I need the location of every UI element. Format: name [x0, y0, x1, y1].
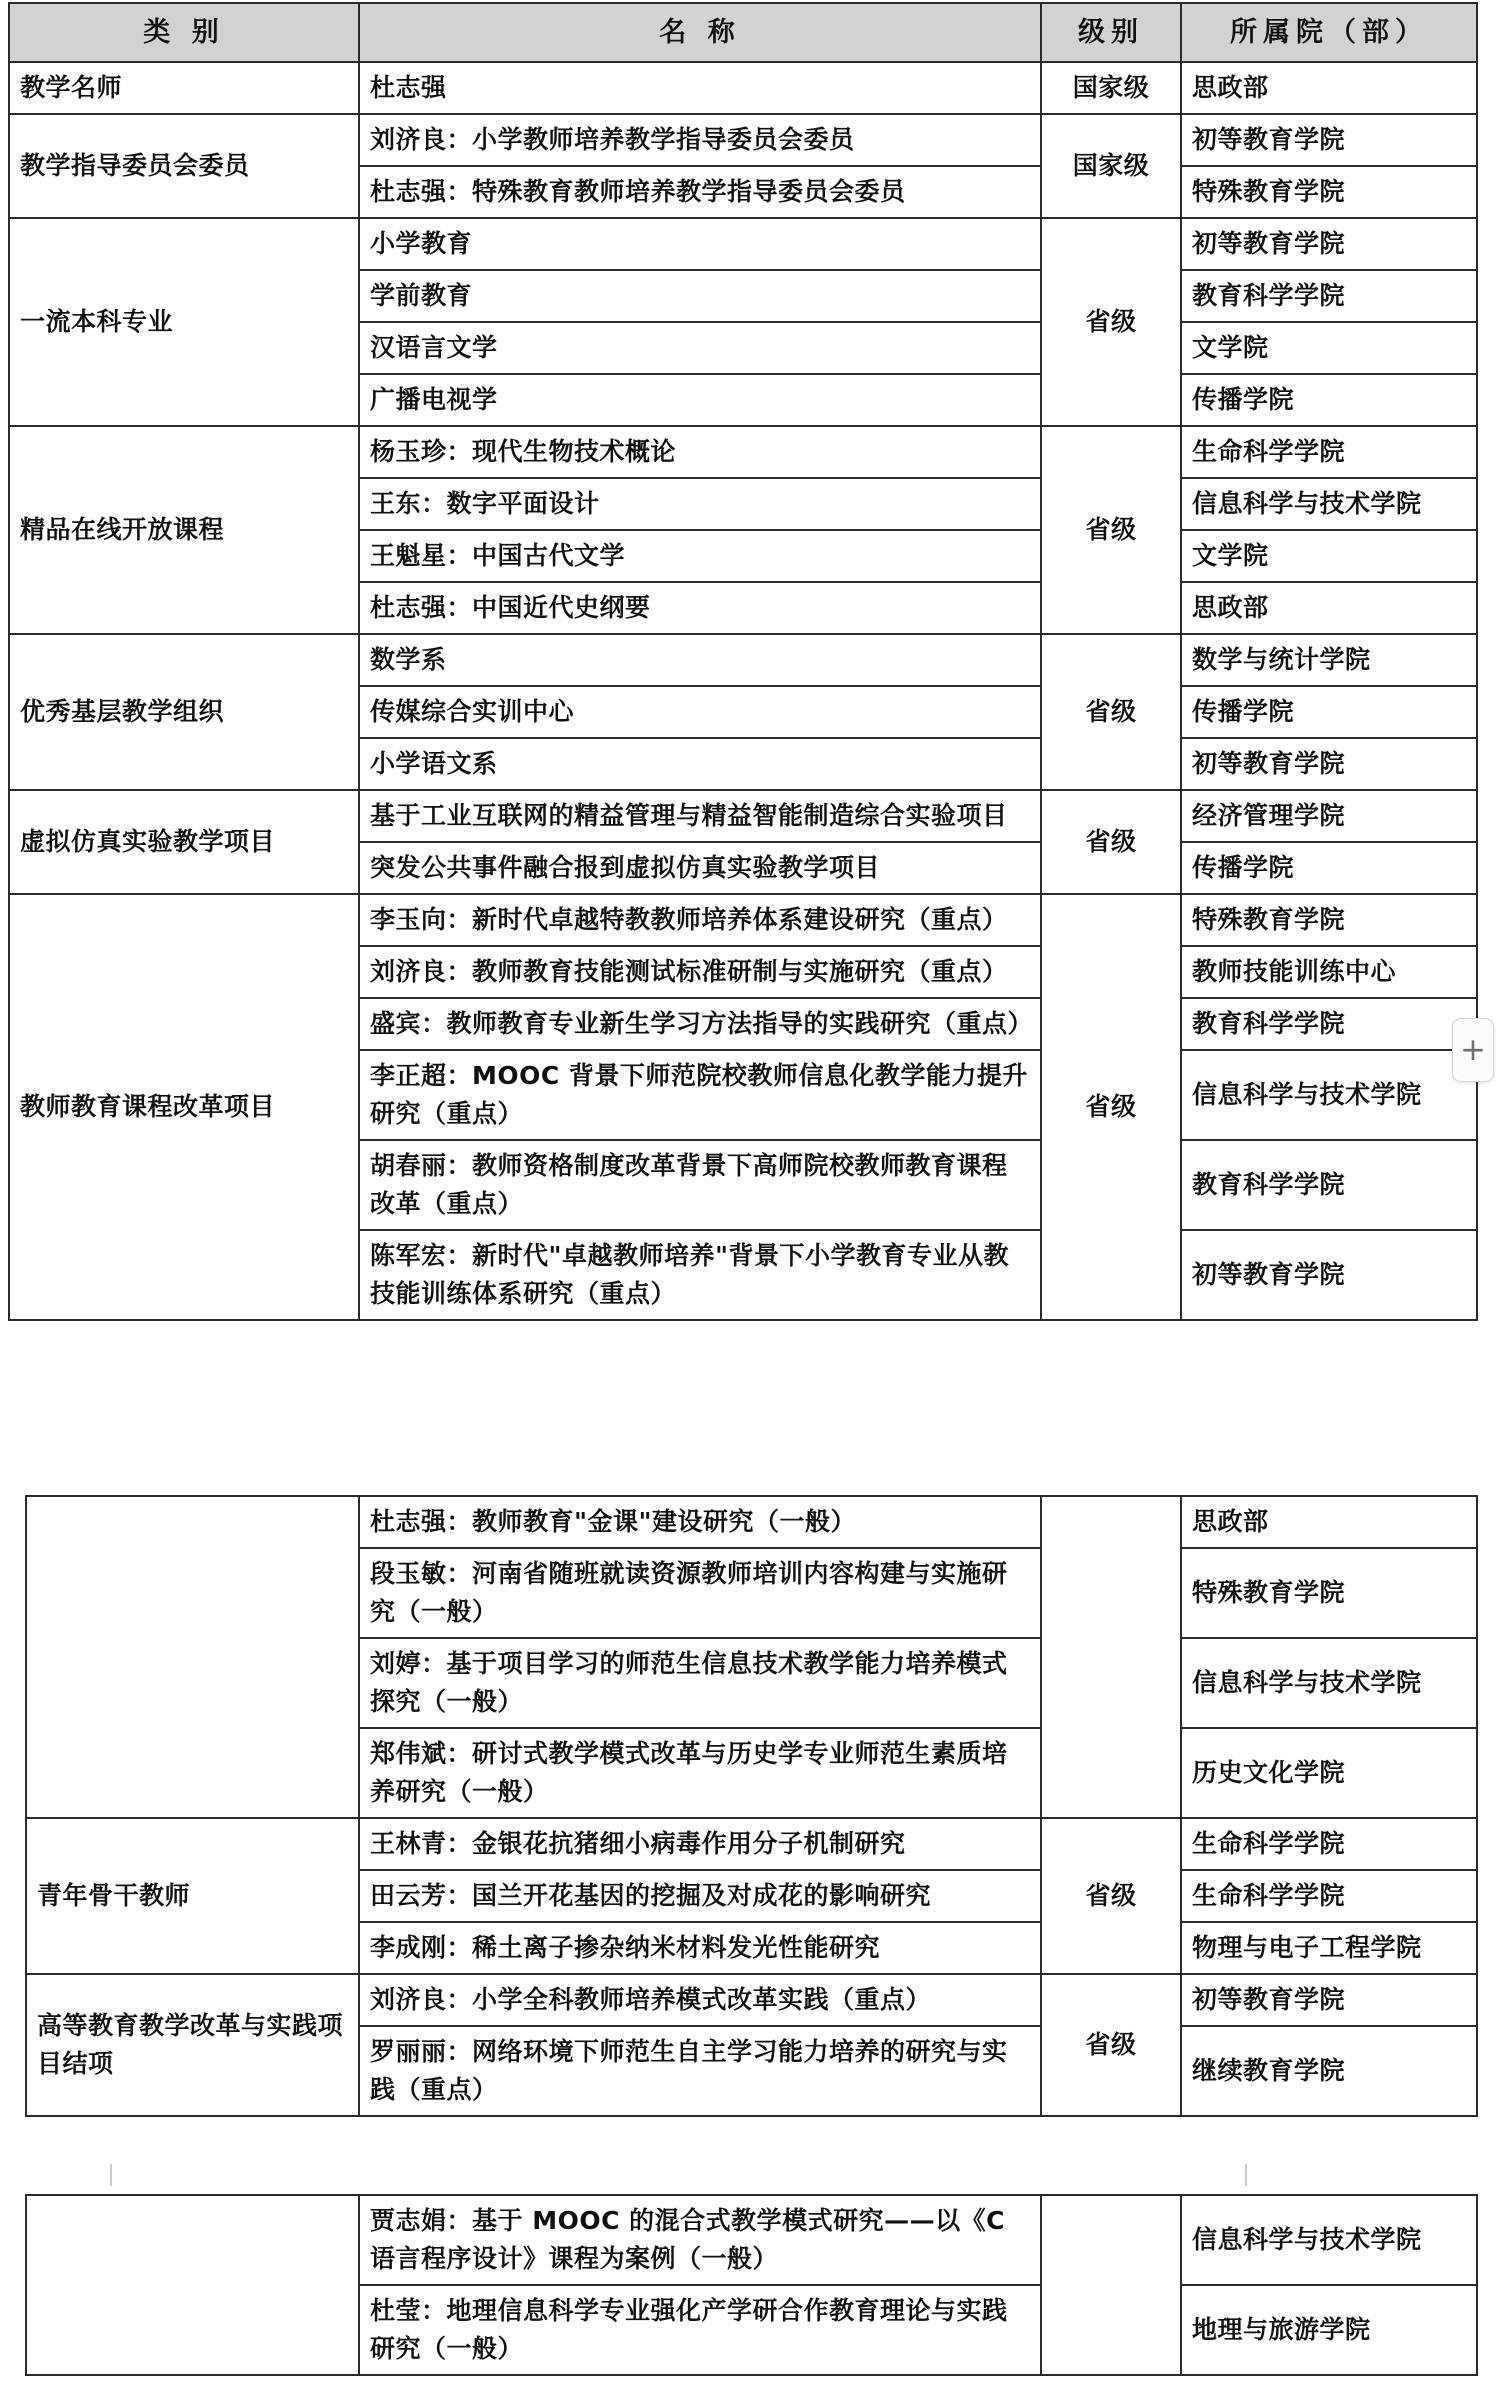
- cell-name: 广播电视学: [359, 374, 1041, 426]
- cell-level: 省级: [1041, 1974, 1181, 2116]
- column-header-name: 名 称: [359, 3, 1041, 62]
- cell-name: 贾志娟：基于 MOOC 的混合式教学模式研究——以《C 语言程序设计》课程为案例（一般）: [359, 2195, 1041, 2285]
- cell-name: 突发公共事件融合报到虚拟仿真实验教学项目: [359, 842, 1041, 894]
- cell-category: 青年骨干教师: [26, 1818, 359, 1974]
- cell-name: 王林青：金银花抗猪细小病毒作用分子机制研究: [359, 1818, 1041, 1870]
- cell-college: 物理与电子工程学院: [1181, 1922, 1477, 1974]
- column-header-category: 类 别: [9, 3, 359, 62]
- achievements-table-part3: [25, 2194, 1478, 2376]
- cell-college: 教育科学学院: [1181, 1140, 1477, 1230]
- cell-college: 传播学院: [1181, 374, 1477, 426]
- cell-name: 李玉向：新时代卓越特教教师培养体系建设研究（重点）: [359, 894, 1041, 946]
- cell-college: 地理与旅游学院: [1181, 2285, 1477, 2375]
- cell-category: [26, 2195, 359, 2375]
- cell-category: 高等教育教学改革与实践项目结项: [26, 1974, 359, 2116]
- cell-college: 教师技能训练中心: [1181, 946, 1477, 998]
- cell-college: 文学院: [1181, 530, 1477, 582]
- table-row: [26, 1818, 1477, 1870]
- cell-name: 郑伟斌：研讨式教学模式改革与历史学专业师范生素质培养研究（一般）: [359, 1728, 1041, 1818]
- cell-category: [26, 1496, 359, 1818]
- add-row-floating-button[interactable]: [1452, 1018, 1494, 1082]
- cell-name: 杜志强：中国近代史纲要: [359, 582, 1041, 634]
- column-header-college: 所属院（部）: [1181, 3, 1477, 62]
- cell-college: 思政部: [1181, 1496, 1477, 1548]
- cell-category: 教学指导委员会委员: [9, 114, 359, 218]
- cell-college: 信息科学与技术学院: [1181, 1050, 1477, 1140]
- cell-level: 省级: [1041, 218, 1181, 426]
- cell-name: 杜志强: [359, 62, 1041, 114]
- cell-name: 刘济良：小学教师培养教学指导委员会委员: [359, 114, 1041, 166]
- cell-name: 刘济良：教师教育技能测试标准研制与实施研究（重点）: [359, 946, 1041, 998]
- cell-category: 精品在线开放课程: [9, 426, 359, 634]
- cell-name: 基于工业互联网的精益管理与精益智能制造综合实验项目: [359, 790, 1041, 842]
- cell-college: 初等教育学院: [1181, 738, 1477, 790]
- cell-level: 国家级: [1041, 62, 1181, 114]
- cell-level: 省级: [1041, 634, 1181, 790]
- cell-college: 文学院: [1181, 322, 1477, 374]
- table-row: [26, 1496, 1477, 1548]
- table-header-row: [9, 3, 1477, 62]
- cell-college: 思政部: [1181, 582, 1477, 634]
- table-row: [9, 790, 1477, 842]
- cell-college: 初等教育学院: [1181, 1230, 1477, 1320]
- cell-category: 优秀基层教学组织: [9, 634, 359, 790]
- cell-college: 信息科学与技术学院: [1181, 2195, 1477, 2285]
- cell-college: 特殊教育学院: [1181, 1548, 1477, 1638]
- achievements-table-part1: [8, 2, 1478, 1321]
- cell-name: 杜莹：地理信息科学专业强化产学研合作教育理论与实践研究（一般）: [359, 2285, 1041, 2375]
- cell-name: 汉语言文学: [359, 322, 1041, 374]
- cell-name: 刘婷：基于项目学习的师范生信息技术教学能力培养模式探究（一般）: [359, 1638, 1041, 1728]
- table-row: [9, 218, 1477, 270]
- cell-college: 特殊教育学院: [1181, 894, 1477, 946]
- table-row: [9, 426, 1477, 478]
- cell-level: 省级: [1041, 790, 1181, 894]
- cell-college: 生命科学学院: [1181, 426, 1477, 478]
- cell-name: 杨玉珍：现代生物技术概论: [359, 426, 1041, 478]
- cell-name: 刘济良：小学全科教师培养模式改革实践（重点）: [359, 1974, 1041, 2026]
- cell-category: 虚拟仿真实验教学项目: [9, 790, 359, 894]
- cell-category: 教学名师: [9, 62, 359, 114]
- table-row: [9, 634, 1477, 686]
- cell-college: 教育科学学院: [1181, 270, 1477, 322]
- column-header-level: 级别: [1041, 3, 1181, 62]
- cell-college: 经济管理学院: [1181, 790, 1477, 842]
- cell-college: 传播学院: [1181, 842, 1477, 894]
- cell-name: 学前教育: [359, 270, 1041, 322]
- cell-college: 教育科学学院: [1181, 998, 1477, 1050]
- cell-name: 杜志强：特殊教育教师培养教学指导委员会委员: [359, 166, 1041, 218]
- cell-name: 段玉敏：河南省随班就读资源教师培训内容构建与实施研究（一般）: [359, 1548, 1041, 1638]
- table-row: [26, 2195, 1477, 2285]
- cell-category: 一流本科专业: [9, 218, 359, 426]
- cell-category: 教师教育课程改革项目: [9, 894, 359, 1320]
- plus-icon: +: [1460, 1031, 1486, 1068]
- cell-college: 信息科学与技术学院: [1181, 478, 1477, 530]
- cell-name: 盛宾：教师教育专业新生学习方法指导的实践研究（重点）: [359, 998, 1041, 1050]
- cell-college: 生命科学学院: [1181, 1870, 1477, 1922]
- cell-level: 省级: [1041, 1818, 1181, 1974]
- cell-name: 罗丽丽：网络环境下师范生自主学习能力培养的研究与实践（重点）: [359, 2026, 1041, 2116]
- cell-level: [1041, 2195, 1181, 2375]
- page-break-separator: [0, 2160, 1500, 2190]
- table-row: [9, 894, 1477, 946]
- cell-name: 田云芳：国兰开花基因的挖掘及对成花的影响研究: [359, 1870, 1041, 1922]
- cell-level: 省级: [1041, 894, 1181, 1320]
- cell-college: 数学与统计学院: [1181, 634, 1477, 686]
- cell-name: 小学语文系: [359, 738, 1041, 790]
- cell-name: 传媒综合实训中心: [359, 686, 1041, 738]
- cell-name: 王魁星：中国古代文学: [359, 530, 1041, 582]
- cell-college: 初等教育学院: [1181, 218, 1477, 270]
- cell-college: 特殊教育学院: [1181, 166, 1477, 218]
- cell-college: 历史文化学院: [1181, 1728, 1477, 1818]
- cell-level: 国家级: [1041, 114, 1181, 218]
- cell-level: [1041, 1496, 1181, 1818]
- cell-name: 李正超：MOOC 背景下师范院校教师信息化教学能力提升研究（重点）: [359, 1050, 1041, 1140]
- cell-name: 小学教育: [359, 218, 1041, 270]
- cell-name: 王东：数字平面设计: [359, 478, 1041, 530]
- cell-college: 初等教育学院: [1181, 114, 1477, 166]
- cell-college: 初等教育学院: [1181, 1974, 1477, 2026]
- cell-name: 胡春丽：教师资格制度改革背景下高师院校教师教育课程改革（重点）: [359, 1140, 1041, 1230]
- achievements-table-part2: [25, 1495, 1478, 2117]
- cell-level: 省级: [1041, 426, 1181, 634]
- cell-college: 继续教育学院: [1181, 2026, 1477, 2116]
- cell-college: 生命科学学院: [1181, 1818, 1477, 1870]
- cell-college: 传播学院: [1181, 686, 1477, 738]
- cell-name: 数学系: [359, 634, 1041, 686]
- cell-college: 思政部: [1181, 62, 1477, 114]
- cell-college: 信息科学与技术学院: [1181, 1638, 1477, 1728]
- cell-name: 陈军宏：新时代"卓越教师培养"背景下小学教育专业从教技能训练体系研究（重点）: [359, 1230, 1041, 1320]
- table-row: [9, 114, 1477, 166]
- table-row: [9, 62, 1477, 114]
- cell-name: 李成刚：稀土离子掺杂纳米材料发光性能研究: [359, 1922, 1041, 1974]
- table-row: [26, 1974, 1477, 2026]
- cell-name: 杜志强：教师教育"金课"建设研究（一般）: [359, 1496, 1041, 1548]
